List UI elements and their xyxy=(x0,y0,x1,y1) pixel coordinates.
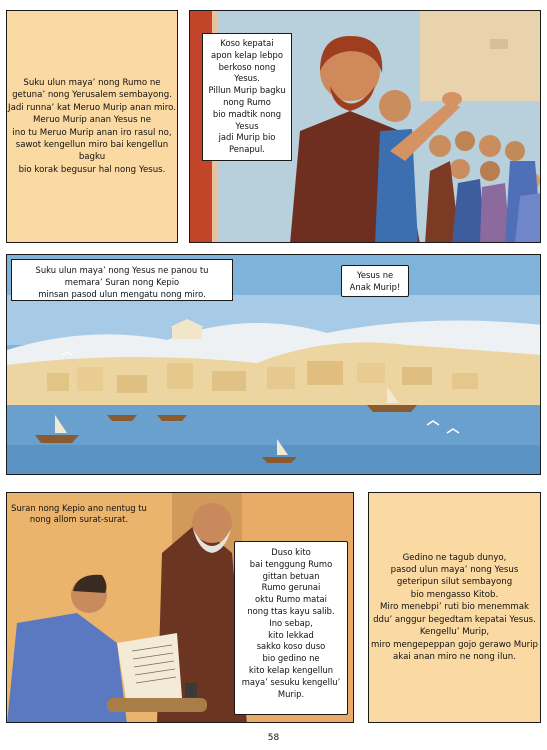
page-number: 58 xyxy=(267,733,280,743)
panel-4-writer-illustration xyxy=(6,492,354,723)
panel-5-caption xyxy=(368,492,541,723)
panel-1-caption-text: Suku ulun maya’ nong Rumo ne getuna’ nong Yerusalem sembayong. Jadi runna’ kat Meruo Murip anan miro. Meruo Murip anan Yesus ne ino tu Meruo Murip anan iro rasul no, sawot kengellun miro bai kengellun bagku bio korak begusur hal nong Yesus. xyxy=(8,77,176,175)
panel-4-speech-balloon: Duso kito bai tenggung Rumo gittan betuan Rumo gerunai oktu Rumo matai nong ttas kayu salib. Ino sebap, kito lekkad sakko koso duso bio gedino ne kito kelap kengellun maya’ sesuku kengellu’ Murip. xyxy=(234,541,348,715)
panel-5-caption-text: Gedino ne tagub dunyo, pasod ulun maya’ nong Yesus geteripun silut sembayong bio mengasso Kitob. Miro menebpi’ ruti bio menemmak ddu’ anggur begedtam kepatai Yesus. Kengellu’ Murip, miro mengepeppan gojo gerawo Murip akai anan miro ne nong ilun. xyxy=(371,552,538,662)
panel-3-caption-box: Suku ulun maya’ nong Yesus ne panou tu memara’ Suran nong Kepio minsan pasod ulun mengatu nong miro. xyxy=(11,259,233,301)
panel-3-speech-balloon: Yesus ne Anak Murip! xyxy=(341,265,409,297)
panel-1-caption xyxy=(6,10,178,243)
panel-3-harbor-illustration xyxy=(6,254,541,475)
panel-4-caption: Suran nong Kepio ano nentug tu nong allom surat-surat. xyxy=(11,503,147,524)
panel-2-speech-balloon: Koso kepatai apon kelap lebpo berkoso nong Yesus. Pillun Murip bagku nong Rumo bio madtik nong Yesus jadi Murip bio Penapul. xyxy=(202,33,292,161)
panel-2-crowd-illustration xyxy=(189,10,541,243)
